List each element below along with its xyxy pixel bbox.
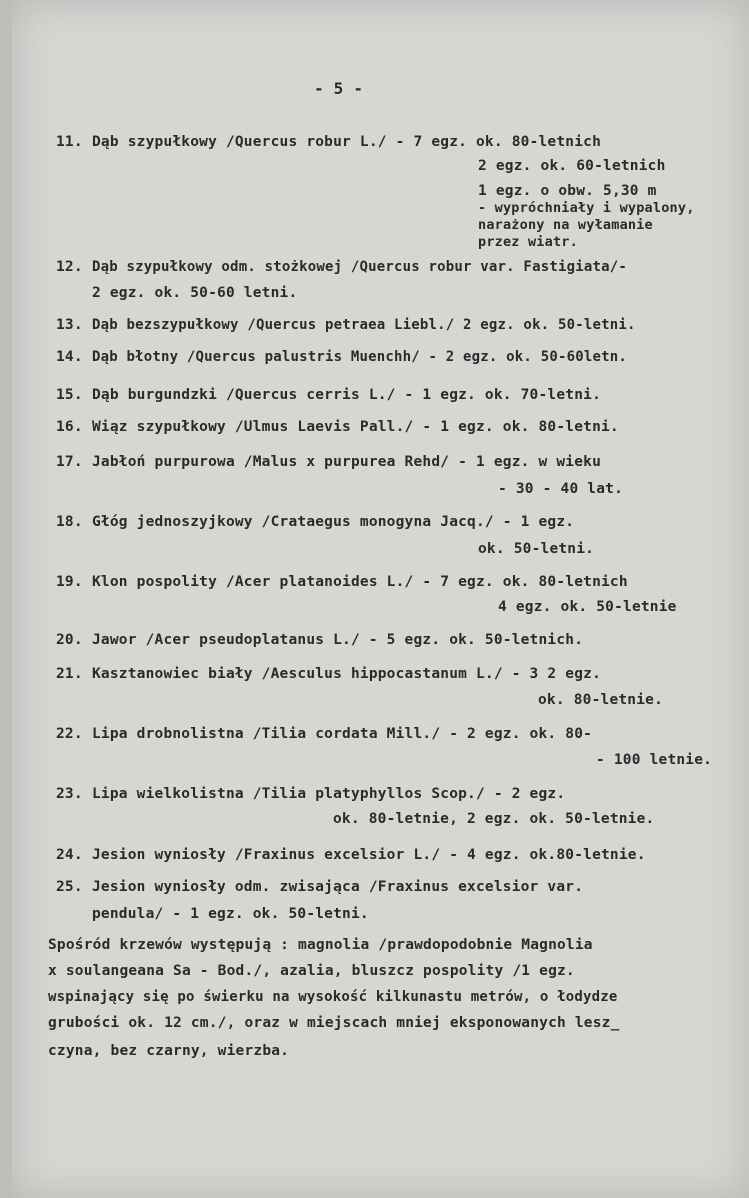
paragraph-line: grubości ok. 12 cm./, oraz w miejscach mniej eksponowanych lesz_ (48, 1015, 620, 1031)
item-text: Jabłoń purpurowa /Malus x purpurea Rehd/ - 1 egz. w wieku (92, 454, 601, 470)
item-number: 17. (56, 454, 83, 470)
item-text: przez wiatr. (478, 234, 578, 250)
item-number: 23. (56, 786, 83, 802)
item-text: - 30 - 40 lat. (498, 481, 624, 497)
item-text: Dąb szypułkowy odm. stożkowej /Quercus robur var. Fastigiata/- (92, 259, 627, 275)
item-text: Jesion wyniosły odm. zwisająca /Fraxinus excelsior var. (92, 879, 584, 895)
item-number: 11. (56, 134, 83, 150)
item-number: 13. (56, 317, 83, 333)
item-text: Dąb błotny /Quercus palustris Muenchh/ - 2 egz. ok. 50-60letn. (92, 349, 627, 365)
item-number: 20. (56, 632, 83, 648)
item-number: 18. (56, 514, 83, 530)
paragraph-line: x soulangeana Sa - Bod./, azalia, bluszcz pospolity /1 egz. (48, 963, 575, 979)
item-text: narażony na wyłamanie (478, 217, 653, 233)
paragraph-line: czyna, bez czarny, wierzba. (48, 1043, 290, 1059)
paragraph-line: Spośród krzewów występują : magnolia /prawdopodobnie Magnolia (48, 937, 593, 953)
item-number: 15. (56, 387, 83, 403)
item-text: Dąb szypułkowy /Quercus robur L./ - 7 egz. ok. 80-letnich (92, 134, 601, 150)
item-text: Dąb burgundzki /Quercus cerris L./ - 1 egz. ok. 70-letni. (92, 387, 601, 403)
item-text: Dąb bezszypułkowy /Quercus petraea Liebl./ 2 egz. ok. 50-letni. (92, 317, 636, 333)
item-text: Jesion wyniosły /Fraxinus excelsior L./ - 4 egz. ok.80-letnie. (92, 847, 646, 863)
item-text: Jawor /Acer pseudoplatanus L./ - 5 egz. ok. 50-letnich. (92, 632, 584, 648)
item-number: 24. (56, 847, 83, 863)
item-number: 14. (56, 349, 83, 365)
item-text: pendula/ - 1 egz. ok. 50-letni. (92, 906, 369, 922)
item-text: Głóg jednoszyjkowy /Crataegus monogyna Jacq./ - 1 egz. (92, 514, 575, 530)
item-text: 2 egz. ok. 50-60 letni. (92, 285, 298, 301)
item-text: ok. 80-letnie, 2 egz. ok. 50-letnie. (333, 811, 655, 827)
paragraph-line: wspinający się po świerku na wysokość kilkunastu metrów, o łodydze (48, 989, 618, 1005)
item-number: 19. (56, 574, 83, 590)
item-text: 2 egz. ok. 60-letnich (478, 158, 666, 174)
item-text: Lipa wielkolistna /Tilia platyphyllos Scop./ - 2 egz. (92, 786, 566, 802)
item-text: Wiąz szypułkowy /Ulmus Laevis Pall./ - 1 egz. ok. 80-letni. (92, 419, 619, 435)
item-number: 21. (56, 666, 83, 682)
item-text: ok. 50-letni. (478, 541, 595, 557)
item-number: 22. (56, 726, 83, 742)
item-text: Lipa drobnolistna /Tilia cordata Mill./ - 2 egz. ok. 80- (92, 726, 593, 742)
item-number: 25. (56, 879, 83, 895)
item-number: 16. (56, 419, 83, 435)
item-text: - 100 letnie. (596, 752, 713, 768)
item-text: ok. 80-letnie. (538, 692, 664, 708)
item-text: 4 egz. ok. 50-letnie (498, 599, 677, 615)
page-number: - 5 - (314, 79, 364, 98)
item-text: Kasztanowiec biały /Aesculus hippocastanum L./ - 3 2 egz. (92, 666, 601, 682)
item-number: 12. (56, 259, 83, 275)
item-text: Klon pospolity /Acer platanoides L./ - 7 egz. ok. 80-letnich (92, 574, 628, 590)
item-text: - wypróchniały i wypalony, (478, 200, 695, 216)
item-text: 1 egz. o obw. 5,30 m (478, 183, 657, 199)
